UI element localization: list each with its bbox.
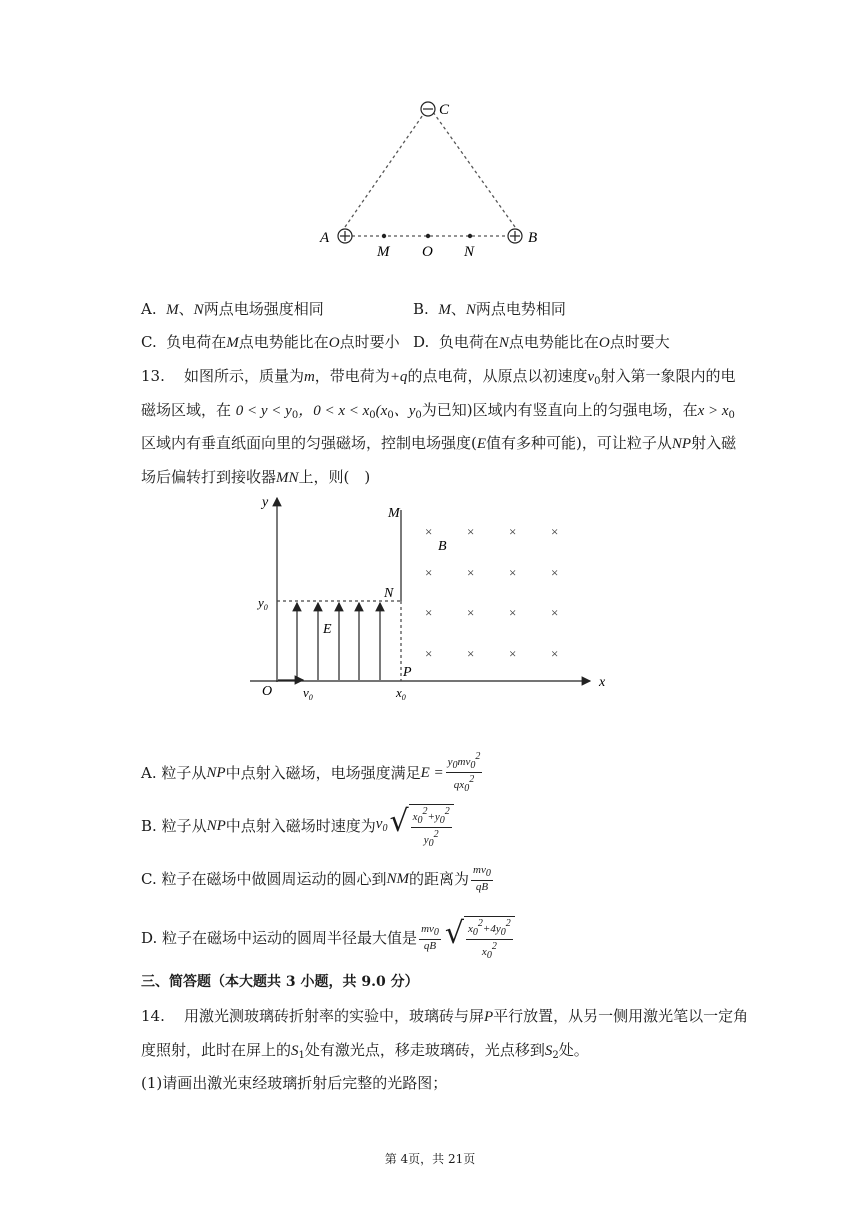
q12-option-a[interactable]: A. M、N两点电场强度相同	[141, 300, 324, 318]
q14-sub-question-1: (1)请画出激光束经玻璃折射后完整的光路图；	[141, 1074, 448, 1092]
cross-mark: ×	[425, 524, 433, 539]
label-x0: $x_0$	[396, 685, 406, 702]
q13-stem-line-1: 13. 如图所示，质量为m，带电荷为+q的点电荷，从原点以初速度$v_0$射入第一象限内的电	[141, 367, 736, 387]
cross-mark: ×	[467, 565, 475, 580]
label-m: M	[388, 506, 400, 521]
label-b: B	[438, 539, 447, 554]
formula-sqrt: √ $\frac{x02+y02}{y02}$	[389, 802, 453, 850]
point-o	[426, 234, 430, 238]
label-x: x	[599, 675, 606, 690]
cross-mark: ×	[467, 646, 475, 661]
cross-mark: ×	[551, 524, 559, 539]
cross-mark: ×	[509, 524, 517, 539]
formula-e-fraction: $\frac{y0mv02}{qx02}$	[447, 751, 481, 794]
q12-option-c[interactable]: C. 负电荷在M点电势能比在O点时要小	[141, 333, 400, 351]
page-footer: 第 4页，共 21页	[384, 1152, 476, 1166]
formula-sqrt: √ $\frac{x02+4y02}{x02}$	[445, 914, 515, 962]
charge-triangle-figure	[300, 90, 560, 265]
q13-stem-line-3: 区域内有垂直纸面向里的匀强磁场，控制电场强度(E值有多种可能)，可让粒子从NP射入磁	[141, 434, 737, 452]
cross-mark: ×	[425, 565, 433, 580]
label-y0: $y_0$	[258, 595, 268, 612]
q12-option-d[interactable]: D. 负电荷在N点电势能比在O点时要大	[413, 333, 670, 351]
cross-mark: ×	[509, 565, 517, 580]
label-o: O	[422, 244, 433, 260]
formula-mv0-qb: $\frac{mv0}{qB}$	[473, 864, 491, 893]
label-p: P	[403, 665, 412, 680]
edge-bc	[433, 112, 515, 227]
q13-stem-line-4: 场后偏转打到接收器MN上，则( )	[141, 468, 371, 486]
q13-option-a[interactable]: A. 粒子从 NP 中点射入磁场，电场强度满足 E = $\frac{y0mv02}{qx02}$	[141, 751, 481, 794]
q13-option-b[interactable]: B. 粒子从 NP 中点射入磁场时速度为 $v_0$ √ $\frac{x02+y02}{y02}$	[141, 802, 454, 850]
label-y: y	[262, 495, 269, 510]
label-v0: $v_0$	[303, 685, 313, 702]
cross-mark: ×	[509, 646, 517, 661]
field-region-figure	[245, 490, 620, 705]
label-e: E	[323, 622, 332, 637]
label-b: B	[528, 230, 538, 246]
cross-mark: ×	[551, 646, 559, 661]
point-n	[468, 234, 472, 238]
cross-mark: ×	[467, 524, 475, 539]
q14-stem-line-1: 14. 用激光测玻璃砖折射率的实验中，玻璃砖与屏P平行放置，从另一侧用激光笔以一定角	[141, 1007, 749, 1025]
cross-mark: ×	[551, 565, 559, 580]
question-number: 13.	[141, 367, 165, 385]
q14-stem-line-2: 度照射，此时在屏上的$S_1$处有激光点，移走玻璃砖，光点移到$S_2$处。	[141, 1041, 589, 1061]
point-m	[382, 234, 386, 238]
edge-ac	[345, 112, 425, 227]
label-m: M	[377, 244, 390, 260]
label-c: C	[439, 102, 450, 118]
question-number: 14.	[141, 1007, 165, 1025]
label-n: N	[384, 586, 394, 601]
q13-option-c[interactable]: C. 粒子在磁场中做圆周运动的圆心到 NM 的距离为 $\frac{mv0}{qB}$	[141, 864, 491, 893]
q13-option-d[interactable]: D. 粒子在磁场中运动的圆周半径最大值是 $\frac{mv0}{qB}$ √ $\frac{x02+4y02}{x02}$	[141, 914, 515, 962]
label-a: A	[320, 230, 330, 246]
section-heading: 三、简答题（本大题共 3 小题，共 9.0 分）	[141, 974, 419, 990]
cross-mark: ×	[425, 605, 433, 620]
cross-mark: ×	[425, 646, 433, 661]
label-n: N	[464, 244, 475, 260]
cross-mark: ×	[509, 605, 517, 620]
cross-mark: ×	[551, 605, 559, 620]
q13-stem-line-2: 磁场区域，在 $0 < y < y_0$，$0 < x < x_0(x_0$、$y_0$为已知)区域内有竖直向上的匀强电场，在$x > x_0$	[141, 401, 735, 421]
cross-mark: ×	[467, 605, 475, 620]
label-o: O	[262, 684, 273, 699]
formula-mv0-qb: $\frac{mv0}{qB}$	[421, 923, 439, 952]
q12-option-b[interactable]: B. M、N两点电势相同	[413, 300, 566, 318]
